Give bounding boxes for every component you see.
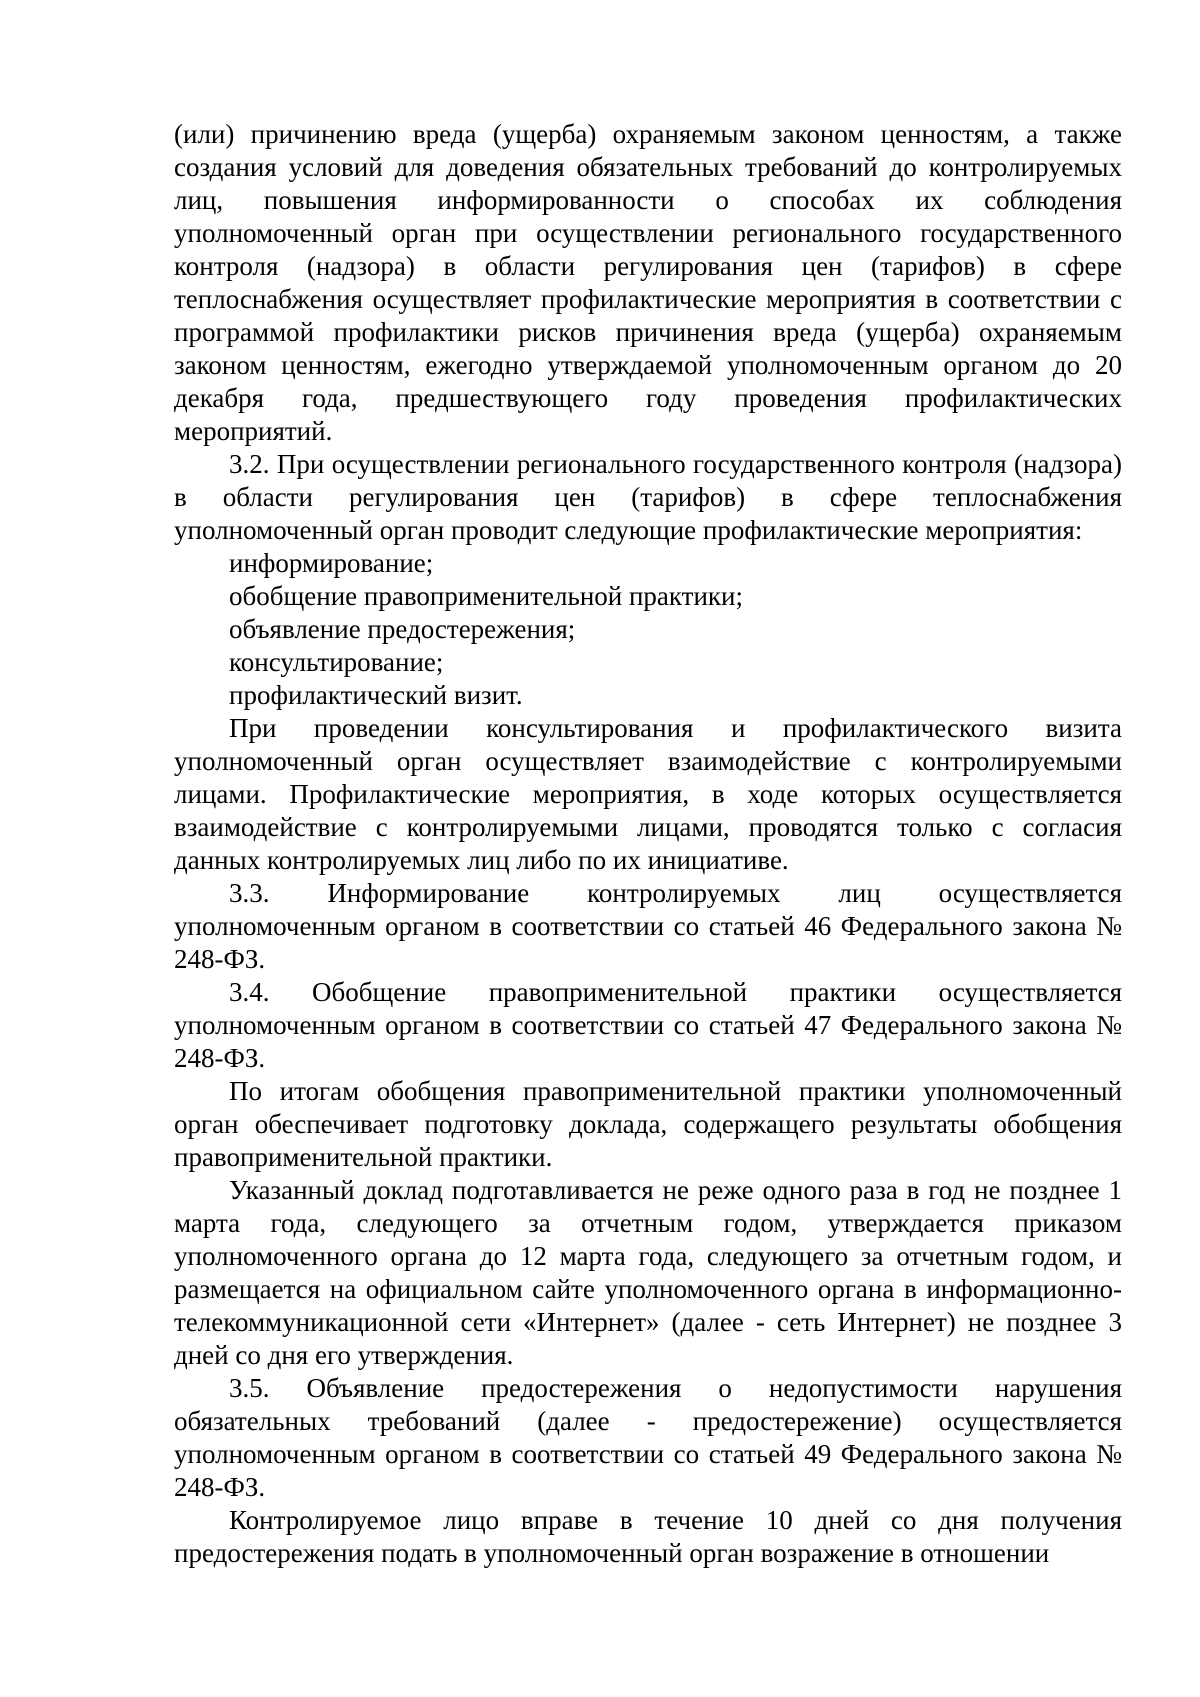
document-page	[174, 118, 1122, 1570]
paragraph-objection: Контролируемое лицо вправе в течение 10 дней со дня получения предостережения подать в уполномоченный орган возражение в отношении	[174, 1505, 1122, 1568]
list-item-informing: информирование;	[229, 548, 434, 578]
paragraph-clause-3-5: 3.5. Объявление предостережения о недопустимости нарушения обязательных требований (далее - предостережение) осуществляется уполномоченным органом в соответствии со статьей 49 Федерального закона № 248-ФЗ.	[174, 1373, 1122, 1502]
paragraph-clause-3-4: 3.4. Обобщение правоприменительной практики осуществляется уполномоченным органом в соответствии со статьей 47 Федерального закона № 248-ФЗ.	[174, 977, 1122, 1073]
paragraph-interaction: При проведении консультирования и профилактического визита уполномоченный орган осуществляет взаимодействие с контролируемыми лицами. Профилактические мероприятия, в ходе которых осуществляется взаимодействие с контролируемыми лицами, проводятся только с согласия данных контролируемых лиц либо по их инициативе.	[174, 713, 1122, 875]
list-item-warning: объявление предостережения;	[229, 614, 576, 644]
paragraph-clause-3-3: 3.3. Информирование контролируемых лиц осуществляется уполномоченным органом в соответствии со статьей 46 Федерального закона № 248-ФЗ.	[174, 878, 1122, 974]
list-item-preventive-visit: профилактический визит.	[229, 680, 523, 710]
list-item-consulting: консультирование;	[229, 647, 444, 677]
paragraph-clause-3-2: 3.2. При осуществлении регионального государственного контроля (надзора) в области регулирования цен (тарифов) в сфере теплоснабжения уполномоченный орган проводит следующие профилактические мероприятия:	[174, 449, 1122, 545]
paragraph-report-preparation: По итогам обобщения правоприменительной практики уполномоченный орган обеспечивает подготовку доклада, содержащего результаты обобщения правоприменительной практики.	[174, 1076, 1122, 1172]
list-item-generalization: обобщение правоприменительной практики;	[229, 581, 743, 611]
paragraph-continuation: (или) причинению вреда (ущерба) охраняемым законом ценностям, а также создания условий для доведения обязательных требований до контролируемых лиц, повышения информированности о способах их соблюдения уполномоченный орган при осуществлении регионального государственного контроля (надзора) в области регулирования цен (тарифов) в сфере теплоснабжения осуществляет профилактические мероприятия в соответствии с программой профилактики рисков причинения вреда (ущерба) охраняемым законом ценностям, ежегодно утверждаемой уполномоченным органом до 20 декабря года, предшествующего году проведения профилактических мероприятий.	[174, 119, 1122, 446]
paragraph-report-schedule: Указанный доклад подготавливается не реже одного раза в год не позднее 1 марта года, следующего за отчетным годом, утверждается приказом уполномоченного органа до 12 марта года, следующего за отчетным годом, и размещается на официальном сайте уполномоченного органа в информационно-телекоммуникационной сети «Интернет» (далее - сеть Интернет) не позднее 3 дней со дня его утверждения.	[174, 1175, 1122, 1370]
